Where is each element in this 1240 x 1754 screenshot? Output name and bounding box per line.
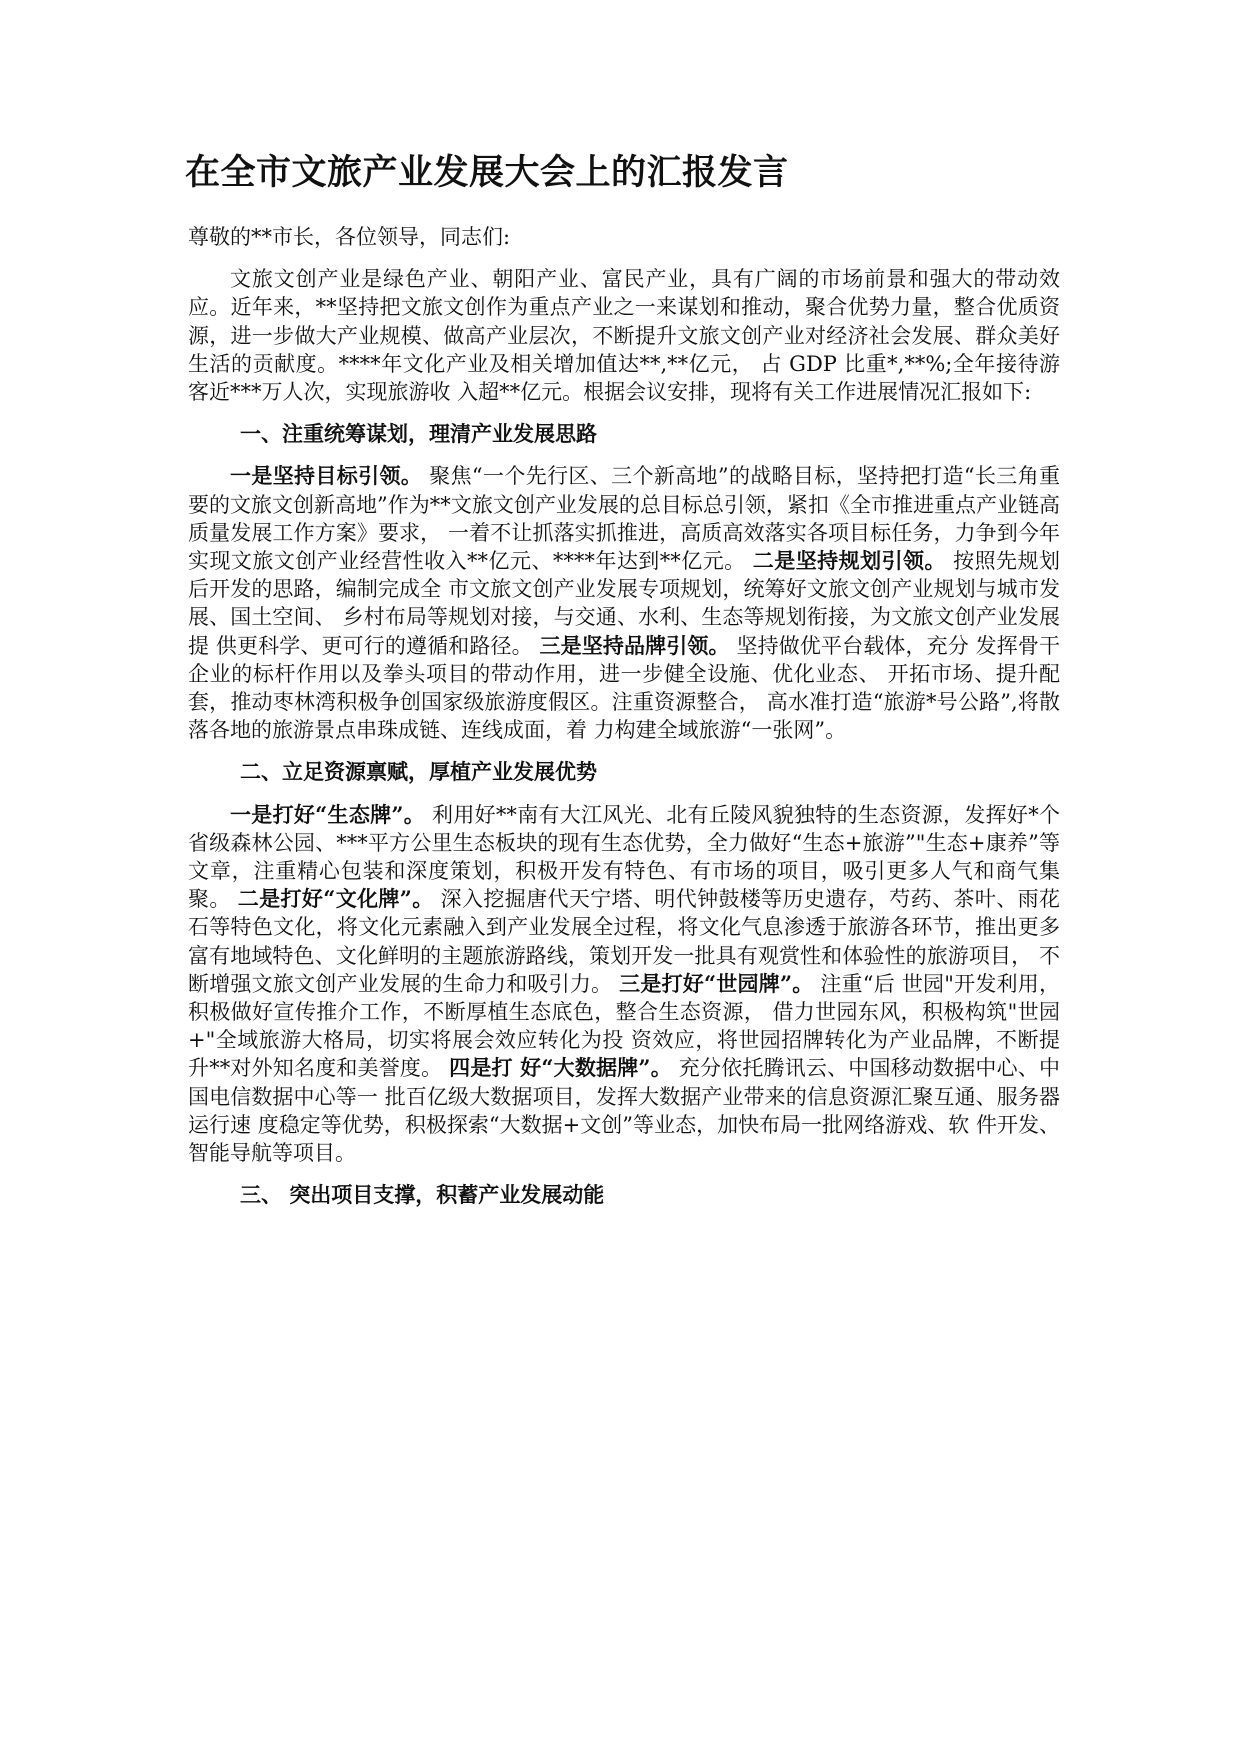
section-2-text-1: 利用好**南有大江风光、北有丘陵风貌独特的生态资源，发挥好*个省级森林公园、***平方公里生态板块的现有生态优势，全力做好“生态+旅游”"生态+康养”等文章，注重精心包装和深度策划，积极开发有特色、有市场的项目，吸引更多人气和商气集聚。 — [188, 802, 1060, 912]
document-title: 在全市文旅产业发展大会上的汇报发言 — [185, 153, 789, 193]
section-2-lead-1: 一是打好“生态牌”。 — [230, 801, 426, 827]
section-2-text-2: 深入挖掘唐代天宁塔、明代钟鼓楼等历史遗存，芍药、茶叶、雨花石等特色文化，将文化元素融入到产业发展全过程，将文化气息渗透于旅游各环节，推出更多富有地域特色、文化鲜明的主题旅游路线，策划开发一批具有观赏性和体验性的旅游项目， 不断增强文旅文创产业发展的生命力和吸引力。 — [188, 887, 1060, 996]
section-1-text-3: 坚持做优平台载体，充分 发挥骨干企业的标杆作用以及拳头项目的带动作用，进一步健全设施、优化业态、 开拓市场、提升配套，推动枣林湾积极争创国家级旅游度假区。注重资源整合， 高水准打造“旅游*号公路”,将散落各地的旅游景点串珠成链、连线成面，着 力构建全域旅游“一张网”。 — [188, 633, 1060, 743]
salutation: 尊敬的**市长，各位领导，同志们: — [188, 225, 511, 249]
section-1-lead-3: 三是坚持品牌引领。 — [539, 632, 730, 658]
section-2-paragraph — [188, 801, 1060, 1168]
section-1-lead-2: 二是坚持规划引领。 — [752, 548, 946, 574]
section-2-text-3: 注重“后 世园"开发利用，积极做好宣传推介工作，不断厚植生态底色，整合生态资源， 借力世园东风，积极构筑"世园+"全域旅游大格局，切实将展会效应转化为投 资效应，将世园招牌转化为产业品牌，不断提升**对外知名度和美誉度。 — [188, 971, 1060, 1081]
section-1-text-2: 按照先规划后开发的思路，编制完成全 市文旅文创产业发展专项规划，统筹好文旅文创产业规划与城市发展、国土空间、 乡村布局等规划对接，与交通、水利、生态等规划衔接，为文旅文创产业发展提 供更科学、更可行的遵循和路径。 — [188, 549, 1060, 658]
document-body — [188, 223, 1060, 1224]
section-2-lead-4: 四是打 好“大数据牌”。 — [449, 1055, 672, 1081]
section-heading-1: 一、注重统筹谋划，理清产业发展思路 — [240, 421, 597, 447]
section-1-paragraph — [188, 462, 1060, 744]
section-2-lead-3: 三是打好“世园牌”。 — [619, 970, 814, 996]
section-1-lead-1: 一是坚持目标引领。 — [230, 463, 423, 489]
section-2-text-4: 充分依托腾讯云、中国移动数据中心、中国电信数据中心等一 批百亿级大数据项目，发挥大数据产业带来的信息资源汇聚互通、服务器运行速 度稳定等优势，积极探索“大数据+文创”等业态，加快布局一批网络游戏、软 件开发、智能导航等项目。 — [188, 1056, 1060, 1166]
section-heading-3: 三、 突出项目支撑，积蓄产业发展动能 — [240, 1182, 605, 1208]
intro-paragraph: 文旅文创产业是绿色产业、朝阳产业、富民产业，具有广阔的市场前景和强大的带动效应。近年来，**坚持把文旅文创作为重点产业之一来谋划和推动，聚合优势力量，整合优质资源，进一步做大产业规模、做高产业层次，不断提升文旅文创产业对经济社会发展、群众美好生活的贡献度。****年文化产业及相关增加值达**,**亿元， 占 GDP 比重*,**%;全年接待游客近***万人次，实现旅游收 入超**亿元。根据会议安排，现将有关工作进展情况汇报如下: — [188, 267, 1060, 405]
section-1-text-1: 聚焦“一个先行区、三个新高地”的战略目标，坚持把打造“长三角重要的文旅文创新高地”作为**文旅文创产业发展的总目标总引领，紧扣《全市推进重点产业链高质量发展工作方案》要求， 一着不让抓落实抓推进，高质高效落实各项目标任务，力争到今年实现文旅文创产业经营性收入**亿元、****年达到**亿元。 — [188, 464, 1061, 574]
section-2-lead-2: 二是打好“文化牌”。 — [237, 886, 434, 912]
section-heading-2: 二、立足资源禀赋，厚植产业发展优势 — [240, 759, 597, 785]
